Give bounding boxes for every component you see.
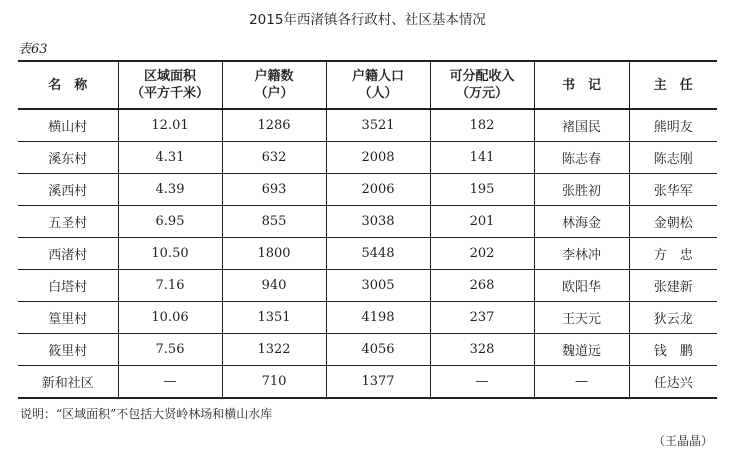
cell-population: 3521 <box>326 109 430 142</box>
cell-director: 张建新 <box>629 270 717 302</box>
cell-income: 201 <box>430 206 534 238</box>
cell-population: 3038 <box>326 206 430 238</box>
column-header-secretary <box>534 61 629 109</box>
table-row <box>18 174 717 206</box>
cell-area: 12.01 <box>118 109 222 142</box>
cell-households: 940 <box>222 270 326 302</box>
cell-income: 328 <box>430 334 534 366</box>
cell-income: 141 <box>430 142 534 174</box>
cell-households: 693 <box>222 174 326 206</box>
cell-area: 10.50 <box>118 238 222 270</box>
cell-area: 6.95 <box>118 206 222 238</box>
cell-population: 1377 <box>326 366 430 399</box>
cell-population: 3005 <box>326 270 430 302</box>
cell-name: 西渚村 <box>48 248 88 263</box>
page-title: 2015年西渚镇各行政村、社区基本情况 <box>249 12 486 28</box>
cell-area: 4.39 <box>118 174 222 206</box>
cell-population: 5448 <box>326 238 430 270</box>
cell-name: 篁里村 <box>48 312 88 327</box>
table-header <box>18 61 717 109</box>
column-header-households <box>222 61 326 109</box>
cell-director: 张华军 <box>629 174 717 206</box>
header-unit: （平方千米） <box>130 86 209 101</box>
cell-secretary: 李林冲 <box>534 238 629 270</box>
cell-name: 新和社区 <box>41 376 94 391</box>
header-row <box>18 61 717 109</box>
column-header-director <box>629 61 717 109</box>
header-line: 名 称 <box>48 77 88 93</box>
header-line: 区域面积 <box>143 69 196 84</box>
table-row <box>18 142 717 174</box>
cell-secretary: — <box>534 366 629 399</box>
header-unit: （人） <box>358 86 398 101</box>
table-number: 表63 <box>18 42 48 57</box>
cell-name: 溪西村 <box>48 184 88 199</box>
table-row <box>18 206 717 238</box>
header-line: 书 记 <box>561 77 601 93</box>
cell-name: 横山村 <box>48 120 88 135</box>
cell-secretary: 张胜初 <box>534 174 629 206</box>
cell-director: 金朝松 <box>629 206 717 238</box>
cell-name: 溪东村 <box>48 152 88 167</box>
cell-income: — <box>430 366 534 399</box>
table-note: 说明：“区域面积”不包括大贤岭林场和横山水库 <box>20 407 273 421</box>
table-body <box>18 109 717 398</box>
table-row <box>18 302 717 334</box>
cell-director: 任达兴 <box>629 366 717 399</box>
cell-area: — <box>118 366 222 399</box>
cell-secretary: 褚国民 <box>534 109 629 142</box>
column-header-name <box>18 61 118 109</box>
table-row <box>18 366 717 399</box>
cell-secretary: 陈志春 <box>534 142 629 174</box>
cell-area: 7.16 <box>118 270 222 302</box>
column-header-population <box>326 61 430 109</box>
header-line: 户籍数 <box>254 69 294 84</box>
cell-households: 710 <box>222 366 326 399</box>
cell-households: 1800 <box>222 238 326 270</box>
cell-households: 1351 <box>222 302 326 334</box>
cell-director: 方 忠 <box>629 238 717 270</box>
cell-income: 237 <box>430 302 534 334</box>
table-row <box>18 238 717 270</box>
cell-households: 855 <box>222 206 326 238</box>
cell-income: 195 <box>430 174 534 206</box>
cell-population: 2008 <box>326 142 430 174</box>
header-unit: （万元） <box>455 86 508 101</box>
cell-households: 632 <box>222 142 326 174</box>
column-header-area <box>118 61 222 109</box>
header-line: 可分配收入 <box>449 69 515 84</box>
cell-population: 4056 <box>326 334 430 366</box>
cell-director: 钱 鹏 <box>629 334 717 366</box>
author-credit: （王晶晶） <box>652 434 713 448</box>
cell-households: 1322 <box>222 334 326 366</box>
cell-area: 10.06 <box>118 302 222 334</box>
cell-name: 筱里村 <box>48 344 88 359</box>
table-row <box>18 334 717 366</box>
column-header-income <box>430 61 534 109</box>
cell-secretary: 林海金 <box>534 206 629 238</box>
cell-director: 熊明友 <box>629 109 717 142</box>
cell-area: 4.31 <box>118 142 222 174</box>
cell-secretary: 欧阳华 <box>534 270 629 302</box>
table-row <box>18 109 717 142</box>
cell-income: 182 <box>430 109 534 142</box>
cell-name: 五圣村 <box>48 216 88 231</box>
cell-population: 2006 <box>326 174 430 206</box>
cell-income: 268 <box>430 270 534 302</box>
cell-income: 202 <box>430 238 534 270</box>
cell-area: 7.56 <box>118 334 222 366</box>
cell-population: 4198 <box>326 302 430 334</box>
cell-name: 白塔村 <box>48 280 88 295</box>
cell-director: 陈志刚 <box>629 142 717 174</box>
table-row <box>18 270 717 302</box>
cell-households: 1286 <box>222 109 326 142</box>
header-line: 户籍人口 <box>351 69 404 84</box>
cell-director: 狄云龙 <box>629 302 717 334</box>
header-line: 主 任 <box>653 77 693 93</box>
village-data-table <box>18 60 717 399</box>
header-unit: （户） <box>254 86 294 101</box>
cell-secretary: 王天元 <box>534 302 629 334</box>
cell-secretary: 魏道远 <box>534 334 629 366</box>
